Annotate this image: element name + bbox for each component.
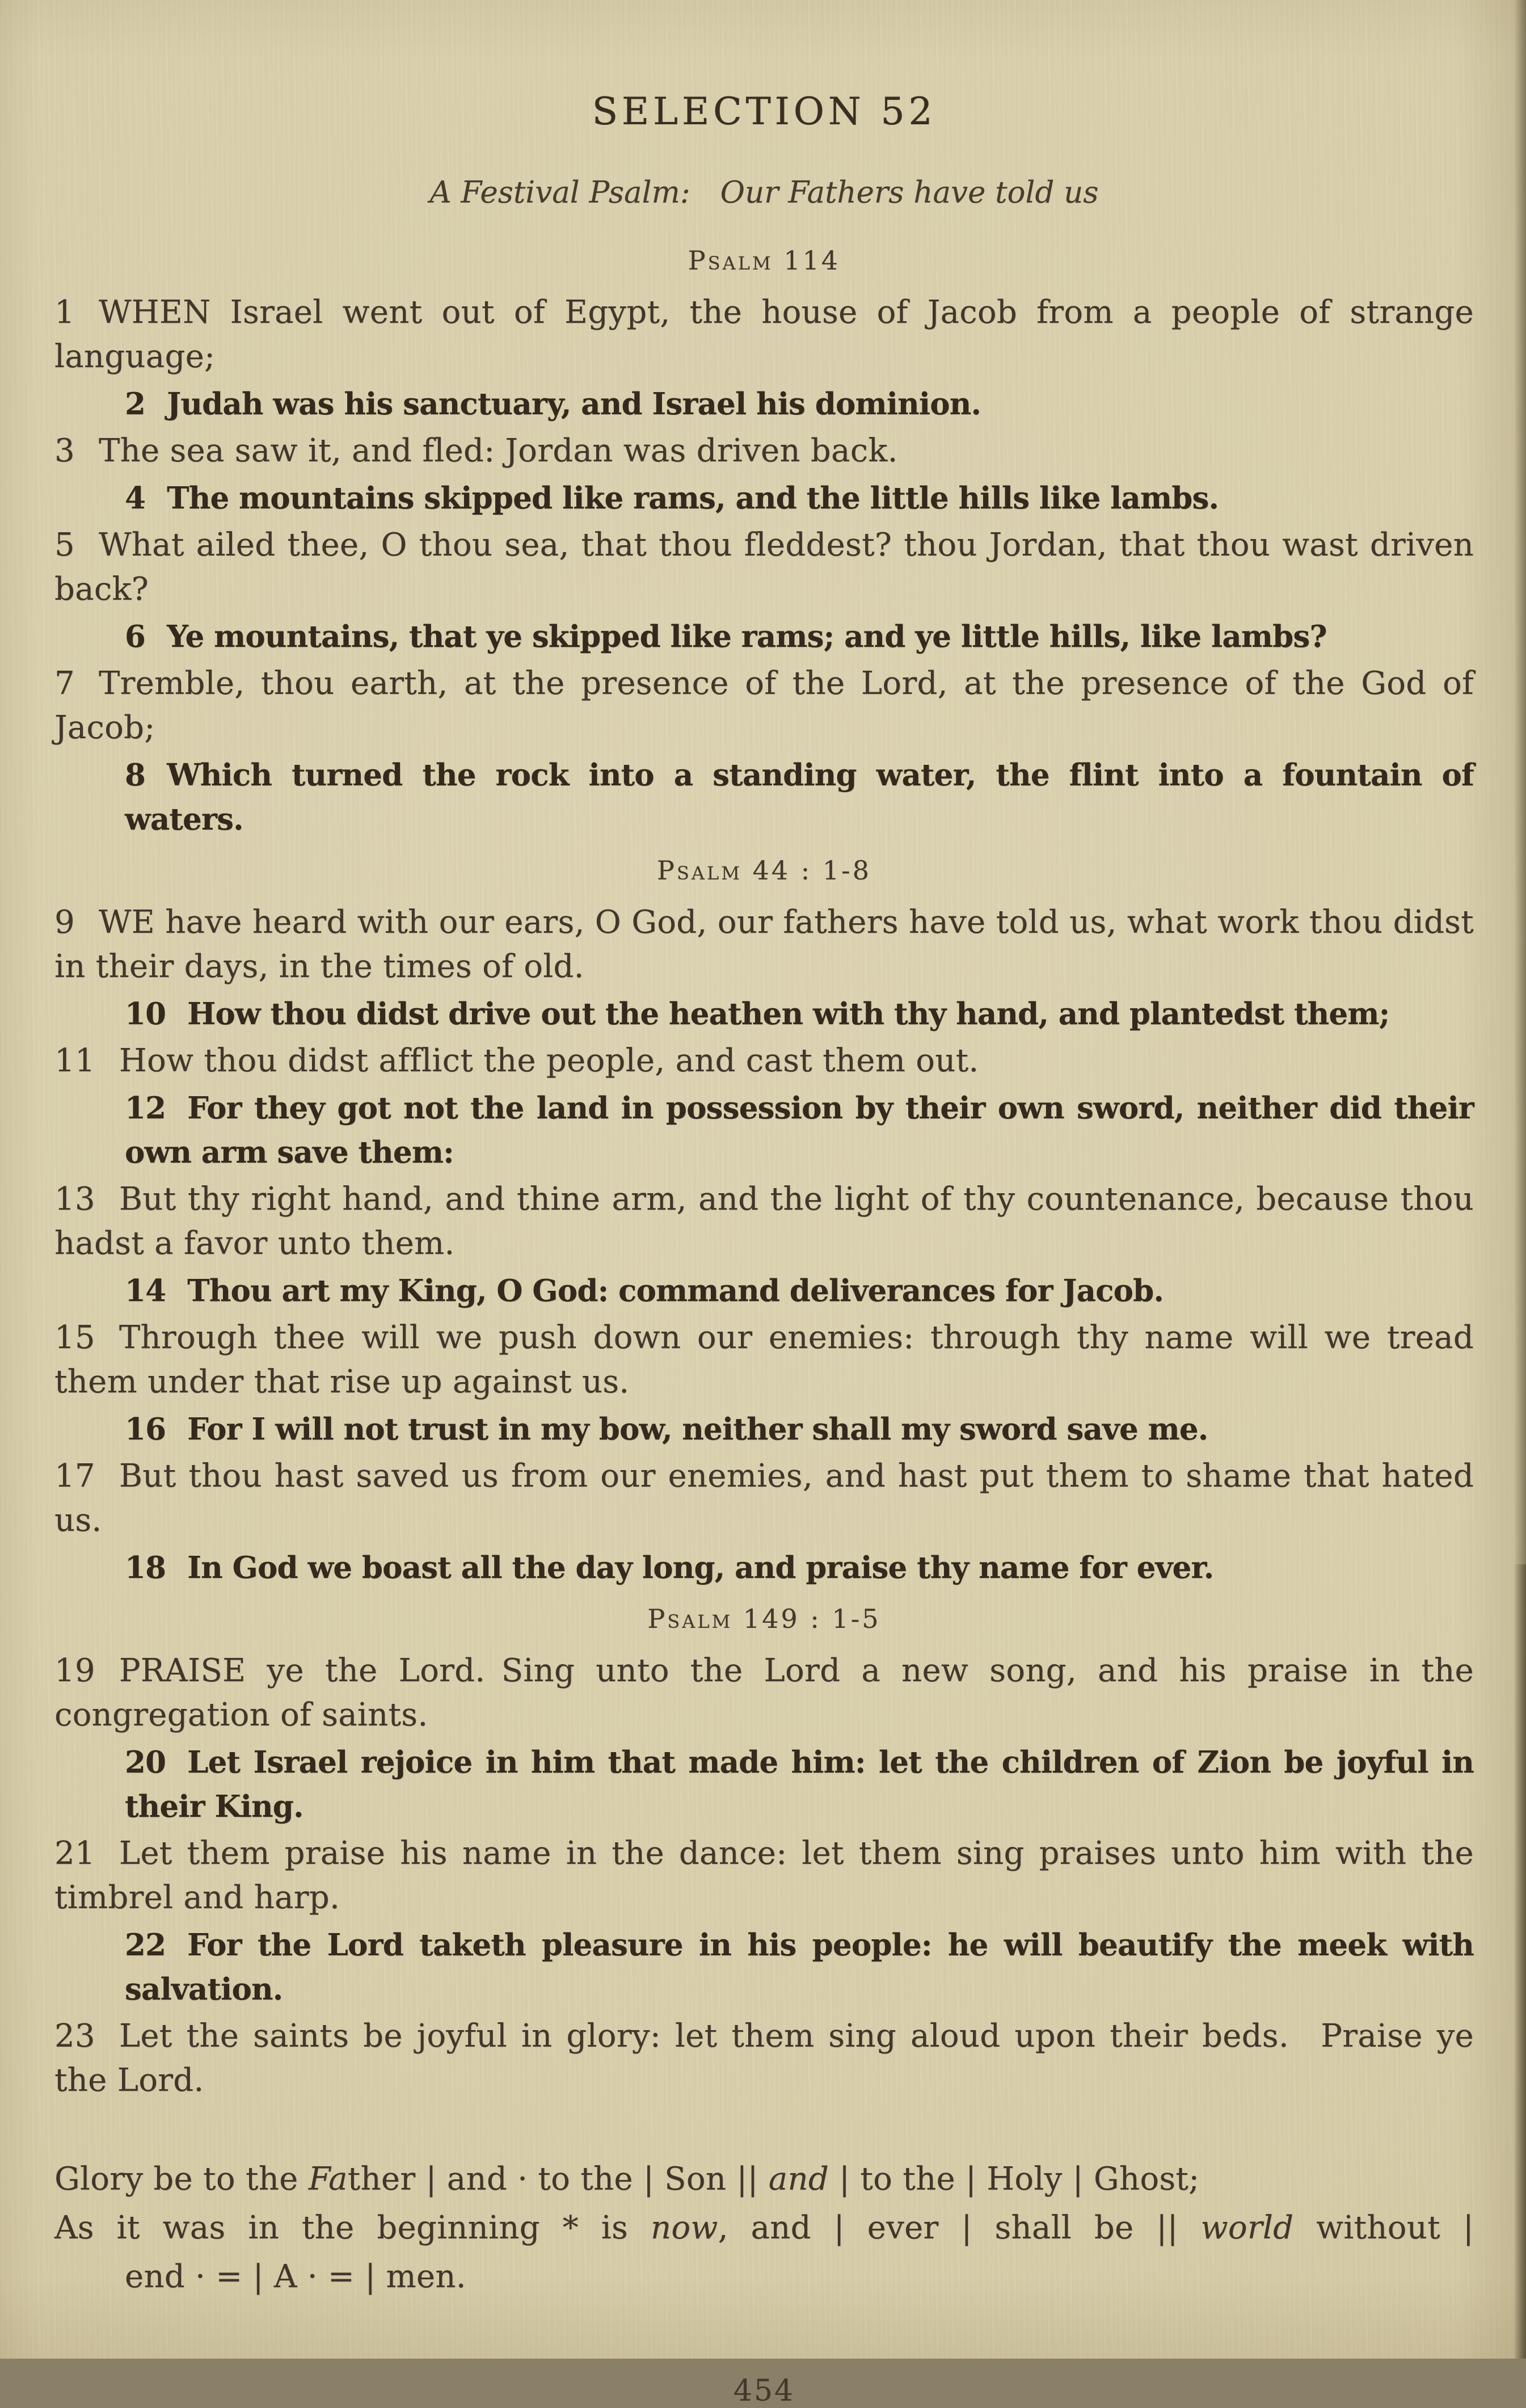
verse-text: But thou hast saved us from our enemies, and hast put them to shame that hated us. (54, 1458, 1474, 1539)
verse-23 (54, 2014, 1474, 2103)
verse-text: Tremble, thou earth, at the presence of the Lord, at the presence of the God of Jacob; (54, 665, 1474, 746)
verse-7 (54, 662, 1474, 750)
verse-15 (54, 1316, 1474, 1404)
verse-text: WHEN Israel went out of Egypt, the house of Jacob from a people of strange language; (54, 294, 1474, 375)
verse-text: Ye mountains, that ye skipped like rams; and ye little hills, like lambs? (167, 619, 1327, 654)
gloria-line (125, 2253, 1474, 2301)
gloria-segment: ther | and · to the | Son || (347, 2161, 769, 2197)
gloria-segment: end · = | A · = | men. (125, 2258, 466, 2295)
psalm-reference-heading: Psalm 44 : 1-8 (657, 855, 871, 886)
psalm-reference-heading: Psalm 149 : 1-5 (647, 1603, 881, 1634)
verse-number: 14 (125, 1273, 166, 1308)
verse-6 (125, 614, 1474, 659)
verse-18 (125, 1546, 1474, 1590)
verse-22 (125, 1923, 1474, 2011)
gloria-italic-segment: and (768, 2161, 829, 2197)
verse-13 (54, 1177, 1474, 1266)
verse-number: 17 (54, 1458, 95, 1495)
text-column (54, 0, 1474, 2408)
verse-text: Let the saints be joyful in glory: let them sing aloud upon their beds. Praise ye the Lord. (54, 2018, 1474, 2099)
verse-number: 4 (125, 481, 146, 516)
verse-text: Let them praise his name in the dance: let them sing praises unto him with the timbrel and harp. (54, 1835, 1474, 1916)
gloria-segment: Glory be to the (54, 2161, 309, 2197)
gloria-italic-segment: Fa (308, 2161, 348, 2197)
verse-number: 11 (54, 1042, 95, 1079)
verse-text: Through thee will we push down our enemies: through thy name will we tread them under that rise up against us. (54, 1319, 1474, 1400)
verse-5 (54, 523, 1474, 612)
verse-text: For they got not the land in possession by their own sword, neither did their own arm save them: (125, 1091, 1474, 1170)
verse-number: 20 (125, 1745, 166, 1780)
verse-number: 23 (54, 2018, 95, 2055)
verse-number: 5 (54, 527, 75, 563)
verse-number: 2 (125, 386, 146, 422)
gloria-segment: As it was in the beginning * is (54, 2209, 651, 2246)
gloria-italic-segment: world (1200, 2209, 1294, 2246)
psalm-reference-heading: Psalm 114 (688, 245, 841, 276)
gloria-line (54, 2204, 1474, 2253)
verse-text: Which turned the rock into a standing water, the flint into a fountain of waters. (125, 757, 1474, 837)
verse-9 (54, 900, 1474, 989)
verse-text: What ailed thee, O thou sea, that thou fleddest? thou Jordan, that thou wast driven back? (54, 527, 1474, 608)
verse-3 (54, 429, 1474, 473)
verse-2 (125, 382, 1474, 426)
verse-number: 19 (54, 1652, 95, 1689)
verse-19 (54, 1649, 1474, 1737)
verse-number: 8 (125, 757, 146, 793)
psalm-subtitle: A Festival Psalm: Our Fathers have told us (429, 175, 1099, 210)
verse-text: PRAISE ye the Lord. Sing unto the Lord a new song, and his praise in the congregation of saints. (54, 1652, 1474, 1733)
verse-text: WE have heard with our ears, O God, our fathers have told us, what work thou didst in their days, in the times of old. (54, 904, 1474, 985)
verse-number: 13 (54, 1181, 95, 1218)
verse-number: 3 (54, 432, 75, 469)
verse-20 (125, 1740, 1474, 1829)
verse-10 (125, 992, 1474, 1036)
verse-text: Let Israel rejoice in him that made him: let the children of Zion be joyful in their King. (125, 1745, 1474, 1824)
verse-number: 18 (125, 1550, 166, 1585)
verse-text: For I will not trust in my bow, neither shall my sword save me. (187, 1412, 1208, 1447)
gloria-segment: , and | ever | shall be || (718, 2209, 1201, 2246)
verse-text: How thou didst afflict the people, and cast them out. (119, 1042, 979, 1079)
verse-11 (54, 1039, 1474, 1083)
verse-text: But thy right hand, and thine arm, and the light of thy countenance, because thou hadst a favor unto them. (54, 1181, 1474, 1262)
gloria-italic-segment: now (650, 2209, 718, 2246)
page-number: 454 (733, 2374, 795, 2408)
verse-14 (125, 1269, 1474, 1313)
verse-text: Thou art my King, O God: command deliverances for Jacob. (187, 1273, 1164, 1308)
verse-number: 7 (54, 665, 75, 702)
verse-number: 9 (54, 904, 75, 941)
verse-number: 21 (54, 1835, 95, 1872)
verse-number: 6 (125, 619, 146, 654)
gloria-segment: | to the | Holy | Ghost; (828, 2161, 1200, 2197)
verse-text: In God we boast all the day long, and praise thy name for ever. (187, 1550, 1214, 1585)
selection-title: SELECTION 52 (592, 90, 937, 133)
gloria-patri (54, 2155, 1474, 2301)
verse-16 (125, 1407, 1474, 1451)
verse-number: 15 (54, 1319, 95, 1356)
verse-text: Judah was his sanctuary, and Israel his dominion. (167, 386, 981, 422)
verse-4 (125, 476, 1474, 520)
verse-number: 1 (54, 294, 75, 331)
verse-1 (54, 291, 1474, 379)
verse-text: For the Lord taketh pleasure in his people: he will beautify the meek with salvation. (125, 1927, 1474, 2007)
psalm-body (54, 245, 1474, 2103)
verse-text: The mountains skipped like rams, and the little hills like lambs. (167, 481, 1219, 516)
verse-12 (125, 1086, 1474, 1174)
verse-number: 10 (125, 996, 166, 1032)
verse-text: How thou didst drive out the heathen with thy hand, and plantedst them; (187, 996, 1390, 1032)
verse-21 (54, 1832, 1474, 1920)
verse-number: 22 (125, 1927, 166, 1963)
verse-17 (54, 1454, 1474, 1543)
gloria-line (54, 2155, 1474, 2204)
verse-8 (125, 753, 1474, 841)
verse-number: 16 (125, 1412, 166, 1447)
verse-number: 12 (125, 1091, 166, 1126)
gloria-segment: without | (1293, 2209, 1474, 2246)
verse-text: The sea saw it, and fled: Jordan was driven back. (98, 432, 898, 469)
